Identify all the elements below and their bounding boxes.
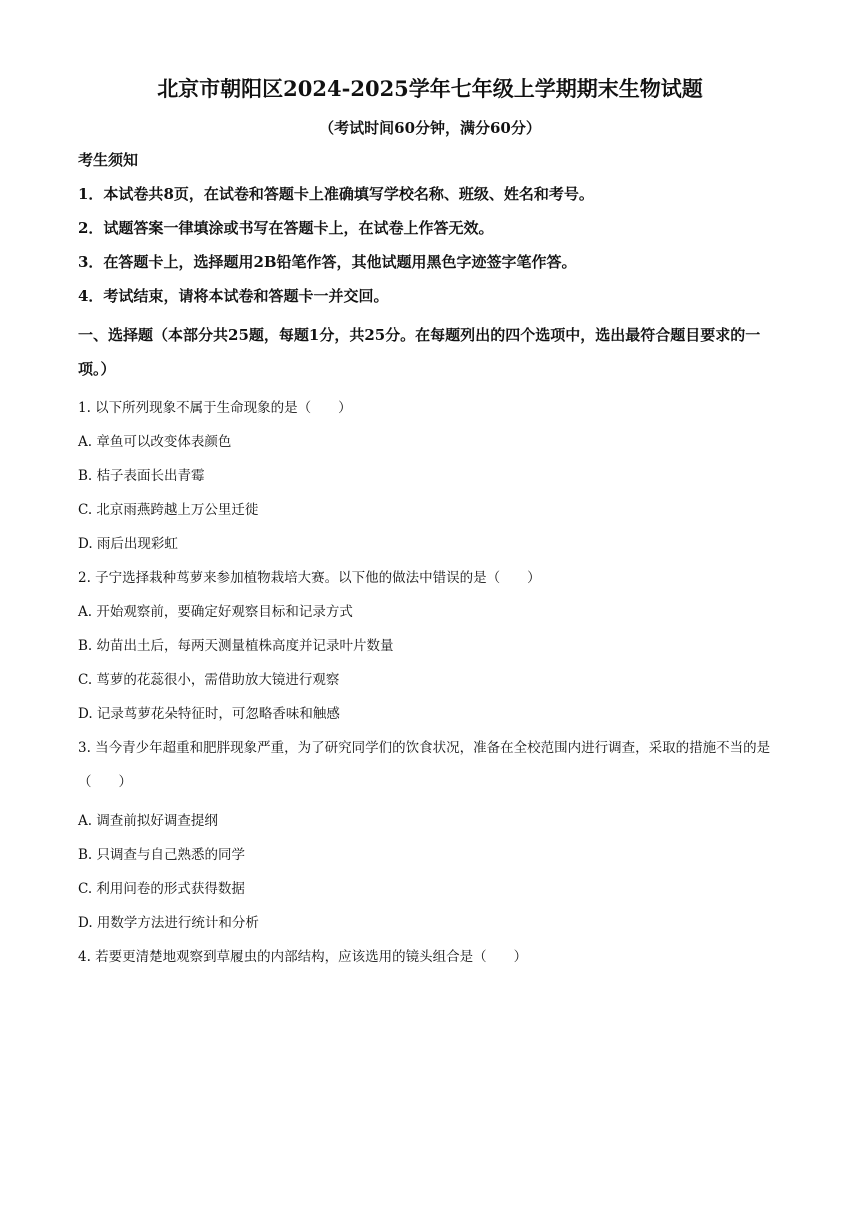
question-stem: 1. 以下所列现象不属于生命现象的是（ ） bbox=[78, 400, 352, 416]
question-option: B. 只调查与自己熟悉的同学 bbox=[78, 847, 246, 863]
question-option: A. 章鱼可以改变体表颜色 bbox=[78, 434, 232, 450]
question-option: D. 记录茑萝花朵特征时，可忽略香味和触感 bbox=[78, 706, 340, 722]
exam-body bbox=[78, 148, 790, 969]
section-heading-choice: 一、选择题（本部分共25题，每题1分，共25分。在每题列出的四个选项中，选出最符合题目要求的一项。） bbox=[78, 326, 761, 378]
question-option: D. 雨后出现彩虹 bbox=[78, 536, 178, 552]
question-option: B. 桔子表面长出青霉 bbox=[78, 468, 205, 484]
question-option: B. 幼苗出土后，每两天测量植株高度并记录叶片数量 bbox=[78, 638, 394, 654]
question-option: A. 开始观察前，要确定好观察目标和记录方式 bbox=[78, 604, 353, 620]
notice-item: 1．本试卷共8页，在试卷和答题卡上准确填写学校名称、班级、姓名和考号。 bbox=[78, 185, 594, 203]
question-option: C. 茑萝的花蕊很小，需借助放大镜进行观察 bbox=[78, 672, 340, 688]
notice-item: 3．在答题卡上，选择题用2B铅笔作答，其他试题用黑色字迹签字笔作答。 bbox=[78, 253, 577, 271]
question-option: C. 利用问卷的形式获得数据 bbox=[78, 881, 245, 897]
notice-item: 4．考试结束，请将本试卷和答题卡一并交回。 bbox=[78, 287, 389, 305]
question-option: D. 用数学方法进行统计和分析 bbox=[78, 915, 259, 931]
exam-duration-note: （考试时间60分钟，满分60分） bbox=[319, 119, 541, 137]
question-stem: 2. 子宁选择栽种茑萝来参加植物栽培大赛。以下他的做法中错误的是（ ） bbox=[78, 570, 541, 586]
question-option: A. 调查前拟好调查提纲 bbox=[78, 813, 218, 829]
notice-item: 2．试题答案一律填涂或书写在答题卡上，在试卷上作答无效。 bbox=[78, 219, 494, 237]
question-stem: 4. 若要更清楚地观察到草履虫的内部结构，应该选用的镜头组合是（ ） bbox=[78, 949, 528, 965]
question-option: C. 北京雨燕跨越上万公里迁徙 bbox=[78, 502, 259, 518]
notice-heading: 考生须知 bbox=[78, 151, 139, 169]
question-stem: 3. 当今青少年超重和肥胖现象严重，为了研究同学们的饮食状况，准备在全校范围内进行调查，采取的措施不当的是（ ） bbox=[78, 740, 771, 790]
page-title: 北京市朝阳区2024-2025学年七年级上学期期末生物试题 bbox=[157, 76, 703, 101]
